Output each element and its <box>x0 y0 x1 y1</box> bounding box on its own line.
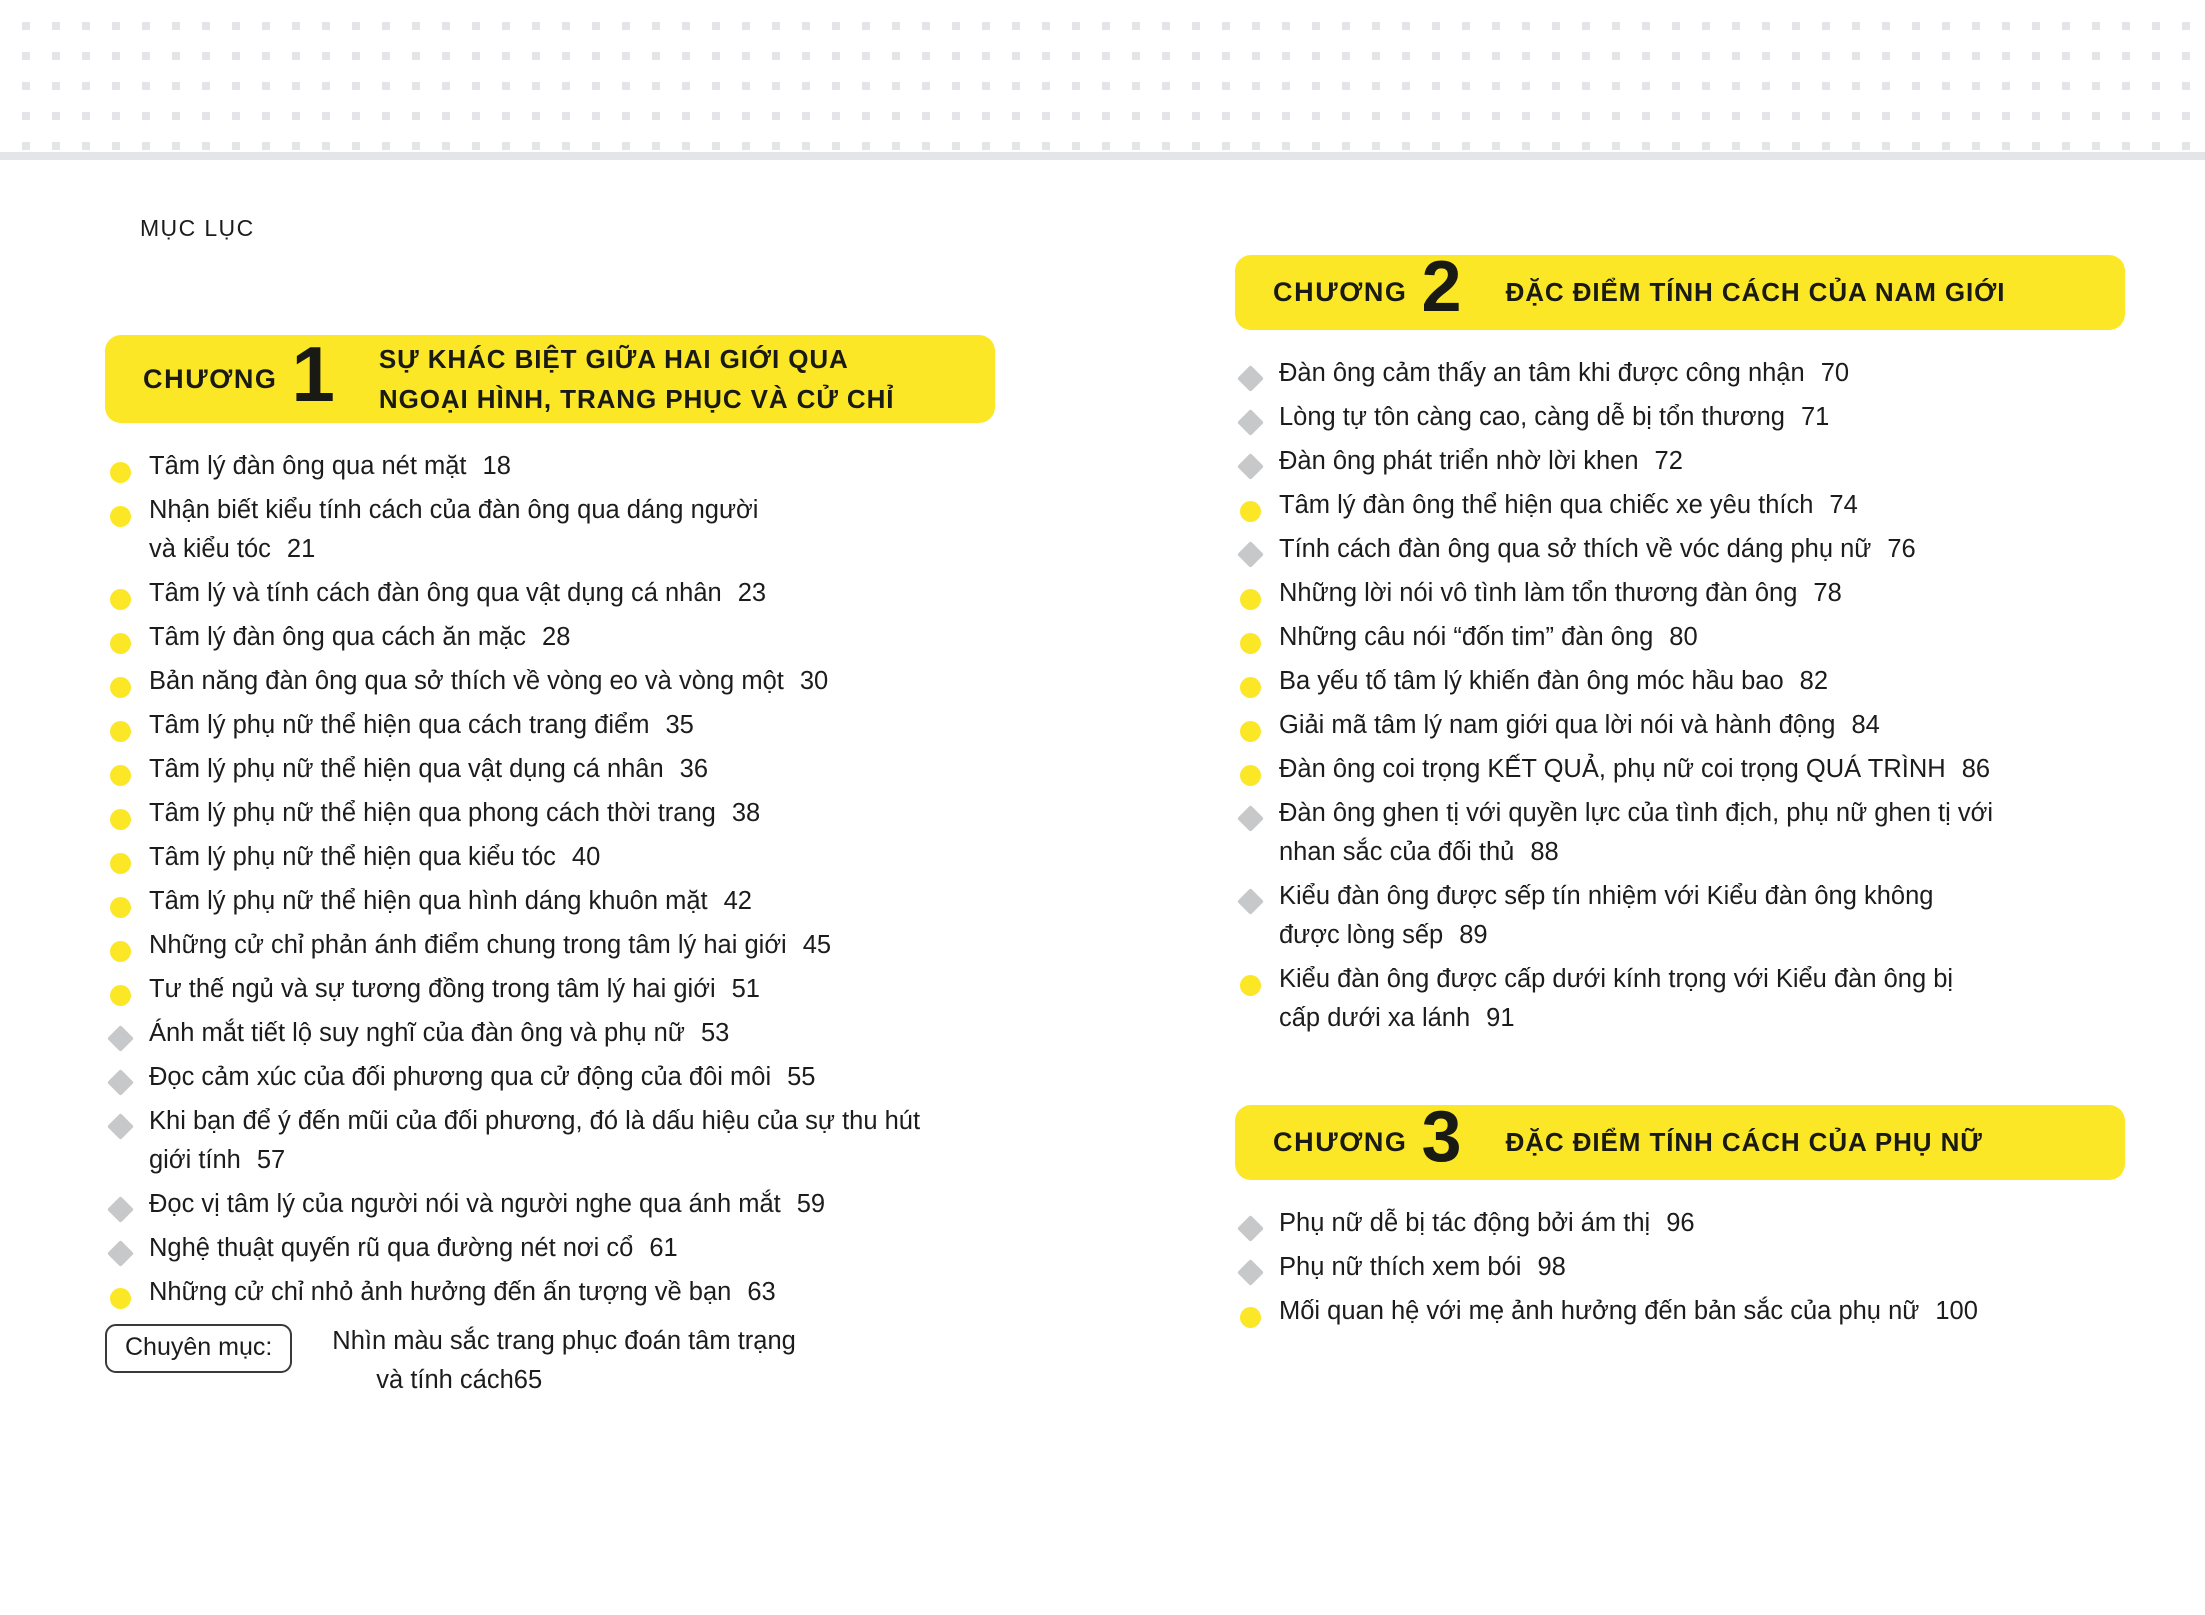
toc-entry-page-number: 76 <box>1887 535 1916 563</box>
toc-entry-title: Nhận biết kiểu tính cách của đàn ông qua dáng người <box>149 496 759 524</box>
dot-shape <box>110 506 131 527</box>
chapter-number-1: 1 <box>291 329 335 418</box>
toc-entry-title: Giải mã tâm lý nam giới qua lời nói và hành động <box>1279 711 1836 739</box>
toc-entry[interactable] <box>105 1058 1065 1097</box>
toc-entry-page-number: 98 <box>1537 1253 1566 1281</box>
toc-entry-title-line2 <box>1279 916 1933 955</box>
toc-entry-text <box>1279 1204 1695 1243</box>
toc-entry-page-number: 78 <box>1813 579 1842 607</box>
toc-entry-page-number: 86 <box>1961 755 1991 783</box>
toc-entry[interactable] <box>1235 442 2165 481</box>
diamond-shape <box>107 1069 134 1096</box>
toc-entry-list-2 <box>1235 354 2165 1038</box>
toc-entry-page-number: 84 <box>1851 711 1880 739</box>
special-section-text <box>332 1322 796 1400</box>
toc-entry-page-number: 51 <box>731 975 760 1003</box>
toc-entry-text <box>149 706 694 745</box>
toc-entry-page-number: 71 <box>1800 403 1830 431</box>
dot-shape <box>110 1288 131 1309</box>
special-section-entry[interactable] <box>105 1322 1065 1400</box>
dot-bullet-icon <box>105 462 135 483</box>
toc-entry-text <box>149 447 511 486</box>
chapter-word-3: CHƯƠNG <box>1273 1127 1408 1157</box>
toc-entry-text <box>149 838 600 877</box>
toc-entry-title: Phụ nữ dễ bị tác động bởi ám thị <box>1279 1209 1651 1237</box>
dot-bullet-icon <box>1235 721 1265 742</box>
dot-bullet-icon <box>1235 589 1265 610</box>
chapter-number-2: 2 <box>1421 246 1462 327</box>
toc-entry-title: Đàn ông phát triển nhờ lời khen <box>1279 447 1639 475</box>
dot-shape <box>110 462 131 483</box>
chapter-banner-1[interactable] <box>105 329 995 423</box>
toc-entry[interactable] <box>105 1102 1065 1180</box>
dot-bullet-icon <box>105 985 135 1006</box>
toc-entry-page-number: 21 <box>286 535 316 563</box>
toc-entry-title-line2-text: giới tính <box>149 1146 241 1174</box>
toc-entry-title: Tâm lý phụ nữ thể hiện qua vật dụng cá nhân <box>149 755 664 783</box>
toc-entry-text <box>1279 1292 1978 1331</box>
diamond-bullet-icon <box>1235 809 1265 828</box>
toc-entry-title: Nghệ thuật quyến rũ qua đường nét nơi cổ <box>149 1234 634 1262</box>
toc-entry-title: Tâm lý phụ nữ thể hiện qua hình dáng khuôn mặt <box>149 887 708 915</box>
diamond-bullet-icon <box>1235 413 1265 432</box>
toc-entry-page-number: 80 <box>1669 623 1698 651</box>
toc-entry[interactable] <box>1235 398 2165 437</box>
toc-column-right <box>1235 160 2165 1336</box>
toc-entry[interactable] <box>105 970 1065 1009</box>
special-section-line1: Nhìn màu sắc trang phục đoán tâm trạng <box>332 1327 796 1355</box>
chapter-title-line: ĐẶC ĐIỂM TÍNH CÁCH CỦA PHỤ NỮ <box>1505 1127 1983 1158</box>
toc-entry-title: Những cử chỉ nhỏ ảnh hưởng đến ấn tượng về bạn <box>149 1278 732 1306</box>
toc-entry[interactable] <box>105 706 1065 745</box>
toc-entry-title: Ba yếu tố tâm lý khiến đàn ông móc hầu bao <box>1279 667 1784 695</box>
diamond-shape <box>1237 888 1264 915</box>
toc-entry-title-line2-text: nhan sắc của đối thủ <box>1279 838 1515 866</box>
toc-entry[interactable] <box>105 662 1065 701</box>
diamond-bullet-icon <box>1235 1219 1265 1238</box>
toc-entry-title-line2 <box>1279 833 1993 872</box>
toc-entry-page-number: 82 <box>1799 667 1829 695</box>
toc-entry-title-line2-text: cấp dưới xa lánh <box>1279 1004 1471 1032</box>
dot-shape <box>1240 975 1261 996</box>
toc-entry-text <box>1279 960 1953 1038</box>
toc-entry[interactable] <box>105 574 1065 613</box>
toc-entry-page-number: 42 <box>723 887 752 915</box>
dot-bullet-icon <box>1235 501 1265 522</box>
dot-bullet-icon <box>1235 765 1265 786</box>
toc-entry-text <box>1279 398 1829 437</box>
toc-entry-text <box>149 1229 678 1268</box>
toc-entry-title: Ánh mắt tiết lộ suy nghĩ của đàn ông và phụ nữ <box>149 1019 685 1047</box>
toc-entry[interactable] <box>105 1229 1065 1268</box>
toc-entry-title: Kiểu đàn ông được sếp tín nhiệm với Kiểu đàn ông không <box>1279 882 1934 910</box>
toc-column-left <box>105 160 1065 1400</box>
toc-entry[interactable] <box>105 926 1065 965</box>
toc-entry[interactable] <box>1235 486 2165 525</box>
dot-shape <box>110 809 131 830</box>
diamond-shape <box>1237 1215 1264 1242</box>
decorative-grid-pattern <box>0 0 2205 160</box>
toc-entry-text <box>1279 442 1683 481</box>
toc-entry-text <box>1279 794 1993 872</box>
toc-entry[interactable] <box>1235 960 2165 1038</box>
toc-entry-title: Kiểu đàn ông được cấp dưới kính trọng với Kiểu đàn ông bị <box>1279 965 1954 993</box>
dot-bullet-icon <box>1235 975 1265 996</box>
toc-entry[interactable] <box>1235 706 2165 745</box>
diamond-bullet-icon <box>105 1200 135 1219</box>
toc-entry-page-number: 88 <box>1530 838 1559 866</box>
toc-entry-list-3 <box>1235 1204 2165 1331</box>
toc-entry[interactable] <box>105 1014 1065 1053</box>
toc-entry-page-number: 59 <box>796 1190 826 1218</box>
toc-entry-title: Tâm lý đàn ông qua nét mặt <box>149 452 467 480</box>
toc-entry-title-line2 <box>149 530 758 569</box>
dot-shape <box>1240 633 1261 654</box>
toc-entry-page-number: 18 <box>482 452 511 480</box>
toc-entry-page-number: 40 <box>571 843 601 871</box>
diamond-bullet-icon <box>1235 457 1265 476</box>
dot-shape <box>110 589 131 610</box>
dot-shape <box>1240 677 1261 698</box>
toc-entry-text <box>1279 530 1916 569</box>
diamond-shape <box>1237 541 1264 568</box>
toc-entry[interactable] <box>1235 574 2165 613</box>
toc-entry-text <box>149 1014 729 1053</box>
diamond-shape <box>107 1196 134 1223</box>
toc-entry-title: Phụ nữ thích xem bói <box>1279 1253 1522 1281</box>
spacer <box>1235 1043 2165 1105</box>
toc-entry-title: Tâm lý phụ nữ thể hiện qua kiểu tóc <box>149 843 556 871</box>
dot-shape <box>110 897 131 918</box>
dot-bullet-icon <box>105 853 135 874</box>
diamond-shape <box>1237 1259 1264 1286</box>
dot-shape <box>110 677 131 698</box>
dot-shape <box>1240 765 1261 786</box>
toc-entry[interactable] <box>105 618 1065 657</box>
dot-shape <box>110 853 131 874</box>
toc-entry-title: Tính cách đàn ông qua sở thích về vóc dáng phụ nữ <box>1279 535 1872 563</box>
toc-entry[interactable] <box>1235 1204 2165 1243</box>
diamond-bullet-icon <box>105 1029 135 1048</box>
toc-entry-title: Tâm lý phụ nữ thể hiện qua phong cách thời trang <box>149 799 716 827</box>
chapter-banner-2[interactable] <box>1235 246 2125 330</box>
toc-entry-title: Tâm lý đàn ông thể hiện qua chiếc xe yêu thích <box>1279 491 1814 519</box>
toc-entry-title: Lòng tự tôn càng cao, càng dễ bị tổn thương <box>1279 403 1785 431</box>
toc-entry-page-number: 96 <box>1666 1209 1695 1237</box>
toc-entry-page-number: 89 <box>1459 921 1488 949</box>
dot-shape <box>110 941 131 962</box>
toc-entry-text <box>1279 354 1849 393</box>
toc-entry-page-number: 57 <box>256 1146 286 1174</box>
pattern-top-edge <box>0 0 2205 6</box>
toc-entry-page-number: 100 <box>1935 1297 1978 1325</box>
special-section-line2 <box>376 1361 796 1400</box>
toc-entry-text <box>1279 1248 1566 1287</box>
diamond-bullet-icon <box>1235 369 1265 388</box>
toc-entry[interactable] <box>1235 794 2165 872</box>
toc-entry[interactable] <box>105 794 1065 833</box>
dot-bullet-icon <box>105 633 135 654</box>
diamond-bullet-icon <box>105 1073 135 1092</box>
toc-entry-page-number: 28 <box>542 623 571 651</box>
dot-shape <box>110 985 131 1006</box>
toc-entry-page-number: 38 <box>731 799 761 827</box>
toc-entry-title: Đàn ông ghen tị với quyền lực của tình địch, phụ nữ ghen tị với <box>1279 799 1994 827</box>
dot-bullet-icon <box>105 506 135 527</box>
toc-entry-text <box>149 662 828 701</box>
toc-entry[interactable] <box>1235 750 2165 789</box>
toc-entry-page-number: 30 <box>799 667 829 695</box>
toc-entry-title: Bản năng đàn ông qua sở thích về vòng eo và vòng một <box>149 667 784 695</box>
diamond-bullet-icon <box>105 1117 135 1136</box>
dot-bullet-icon <box>105 765 135 786</box>
toc-entry-title: Đàn ông cảm thấy an tâm khi được công nhận <box>1279 359 1805 387</box>
dot-bullet-icon <box>105 677 135 698</box>
special-section-page: 65 <box>513 1366 543 1394</box>
toc-entry-page-number: 35 <box>665 711 694 739</box>
dot-shape <box>1240 721 1261 742</box>
dot-shape <box>1240 589 1261 610</box>
chapter-title-line: NGOẠI HÌNH, TRANG PHỤC VÀ CỬ CHỈ <box>378 384 895 414</box>
toc-entry-title: Khi bạn để ý đến mũi của đối phương, đó là dấu hiệu của sự thu hút <box>149 1107 921 1135</box>
toc-entry-title: Những cử chỉ phản ánh điểm chung trong tâm lý hai giới <box>149 931 787 959</box>
toc-entry-page-number: 74 <box>1829 491 1858 519</box>
toc-entry-title: Những lời nói vô tình làm tổn thương đàn ông <box>1279 579 1798 607</box>
diamond-shape <box>107 1240 134 1267</box>
dot-shape <box>110 721 131 742</box>
toc-entry-title-line2 <box>1279 999 1953 1038</box>
chapter-banner-3[interactable] <box>1235 1096 2125 1180</box>
chapter-number-3: 3 <box>1421 1096 1462 1177</box>
toc-entry-text <box>1279 574 1842 613</box>
dot-bullet-icon <box>105 1288 135 1309</box>
toc-entry-text <box>1279 750 1990 789</box>
toc-entry-text <box>149 1185 825 1224</box>
toc-entry[interactable] <box>105 1185 1065 1224</box>
toc-entry-text <box>1279 662 1828 701</box>
dot-bullet-icon <box>105 897 135 918</box>
toc-entry-text <box>149 750 708 789</box>
chapter-title-line: SỰ KHÁC BIỆT GIỮA HAI GIỚI QUA <box>378 343 849 374</box>
diamond-shape <box>1237 409 1264 436</box>
toc-entry[interactable] <box>105 838 1065 877</box>
toc-entry-title: Tâm lý đàn ông qua cách ăn mặc <box>149 623 527 651</box>
toc-entry[interactable] <box>105 750 1065 789</box>
chapter-title-line: ĐẶC ĐIỂM TÍNH CÁCH CỦA NAM GIỚI <box>1505 277 2006 308</box>
toc-page <box>0 160 2205 1615</box>
special-section-tag: Chuyên mục: <box>105 1324 292 1373</box>
toc-entry-title: Đàn ông coi trọng KẾT QUẢ, phụ nữ coi trọng QUÁ TRÌNH <box>1279 755 1946 783</box>
toc-entry-text <box>149 491 758 569</box>
toc-entry-text <box>1279 618 1698 657</box>
toc-entry-text <box>149 618 570 657</box>
toc-entry-page-number: 70 <box>1820 359 1850 387</box>
diamond-bullet-icon <box>1235 892 1265 911</box>
diamond-bullet-icon <box>1235 1263 1265 1282</box>
toc-entry-title: Mối quan hệ với mẹ ảnh hưởng đến bản sắc của phụ nữ <box>1279 1297 1920 1325</box>
toc-entry-text <box>1279 486 1858 525</box>
toc-entry[interactable] <box>1235 618 2165 657</box>
dot-bullet-icon <box>105 589 135 610</box>
toc-entry[interactable] <box>1235 354 2165 393</box>
diamond-shape <box>1237 365 1264 392</box>
toc-entry-text <box>149 794 760 833</box>
toc-entry[interactable] <box>1235 877 2165 955</box>
toc-entry-text <box>149 574 766 613</box>
toc-entry-page-number: 36 <box>679 755 709 783</box>
toc-entry-text <box>1279 877 1933 955</box>
dot-bullet-icon <box>1235 633 1265 654</box>
diamond-shape <box>107 1025 134 1052</box>
diamond-bullet-icon <box>105 1244 135 1263</box>
diamond-shape <box>1237 805 1264 832</box>
toc-entry-title: Tư thế ngủ và sự tương đồng trong tâm lý hai giới <box>149 975 716 1003</box>
toc-entry-text <box>149 926 831 965</box>
toc-entry[interactable] <box>1235 1248 2165 1287</box>
toc-entry[interactable] <box>105 1273 1065 1312</box>
toc-entry-list-1 <box>105 447 1065 1312</box>
toc-entry-page-number: 55 <box>787 1063 816 1091</box>
dot-bullet-icon <box>1235 677 1265 698</box>
toc-entry-page-number: 23 <box>737 579 767 607</box>
toc-entry-title-line2-text: được lòng sếp <box>1279 921 1444 949</box>
chapter-title-2 <box>1506 272 2006 312</box>
page-title: MỤC LỤC <box>140 215 255 241</box>
toc-entry-title: Những câu nói “đốn tim” đàn ông <box>1279 623 1654 651</box>
special-section-line2-text: và tính cách <box>376 1366 514 1394</box>
toc-entry-page-number: 61 <box>649 1234 678 1262</box>
diamond-shape <box>107 1113 134 1140</box>
toc-entry[interactable] <box>1235 1292 2165 1331</box>
dot-bullet-icon <box>105 721 135 742</box>
toc-entry[interactable] <box>1235 530 2165 569</box>
diamond-shape <box>1237 453 1264 480</box>
toc-entry-text <box>149 1058 816 1097</box>
dot-bullet-icon <box>105 941 135 962</box>
toc-entry[interactable] <box>1235 662 2165 701</box>
dot-shape <box>1240 1307 1261 1328</box>
toc-entry-title: Đọc vị tâm lý của người nói và người nghe qua ánh mắt <box>149 1190 781 1218</box>
toc-entry[interactable] <box>105 491 1065 569</box>
toc-entry-text <box>149 882 752 921</box>
toc-entry-text <box>1279 706 1880 745</box>
chapter-word-2: CHƯƠNG <box>1273 277 1408 307</box>
toc-entry[interactable] <box>105 447 1065 486</box>
toc-entry-text <box>149 1273 776 1312</box>
toc-entry-page-number: 91 <box>1486 1004 1515 1032</box>
toc-entry-title: Đọc cảm xúc của đối phương qua cử động của đôi môi <box>149 1063 772 1091</box>
chapter-word-1: CHƯƠNG <box>143 363 278 394</box>
chapter-title-3 <box>1506 1122 1983 1162</box>
dot-shape <box>110 633 131 654</box>
toc-entry[interactable] <box>105 882 1065 921</box>
chapter-title-1 <box>379 339 895 420</box>
toc-entry-text <box>149 970 760 1009</box>
diamond-bullet-icon <box>1235 545 1265 564</box>
toc-entry-text <box>149 1102 920 1180</box>
toc-entry-title: Tâm lý và tính cách đàn ông qua vật dụng cá nhân <box>149 579 722 607</box>
dot-bullet-icon <box>105 809 135 830</box>
dot-bullet-icon <box>1235 1307 1265 1328</box>
toc-entry-page-number: 63 <box>747 1278 776 1306</box>
toc-entry-page-number: 45 <box>802 931 832 959</box>
dot-shape <box>110 765 131 786</box>
toc-entry-title-line2-text: và kiểu tóc <box>149 535 271 563</box>
toc-entry-title-line2 <box>149 1141 920 1180</box>
dot-shape <box>1240 501 1261 522</box>
toc-entry-title: Tâm lý phụ nữ thể hiện qua cách trang điểm <box>149 711 650 739</box>
toc-entry-page-number: 53 <box>700 1019 730 1047</box>
toc-entry-page-number: 72 <box>1654 447 1683 475</box>
